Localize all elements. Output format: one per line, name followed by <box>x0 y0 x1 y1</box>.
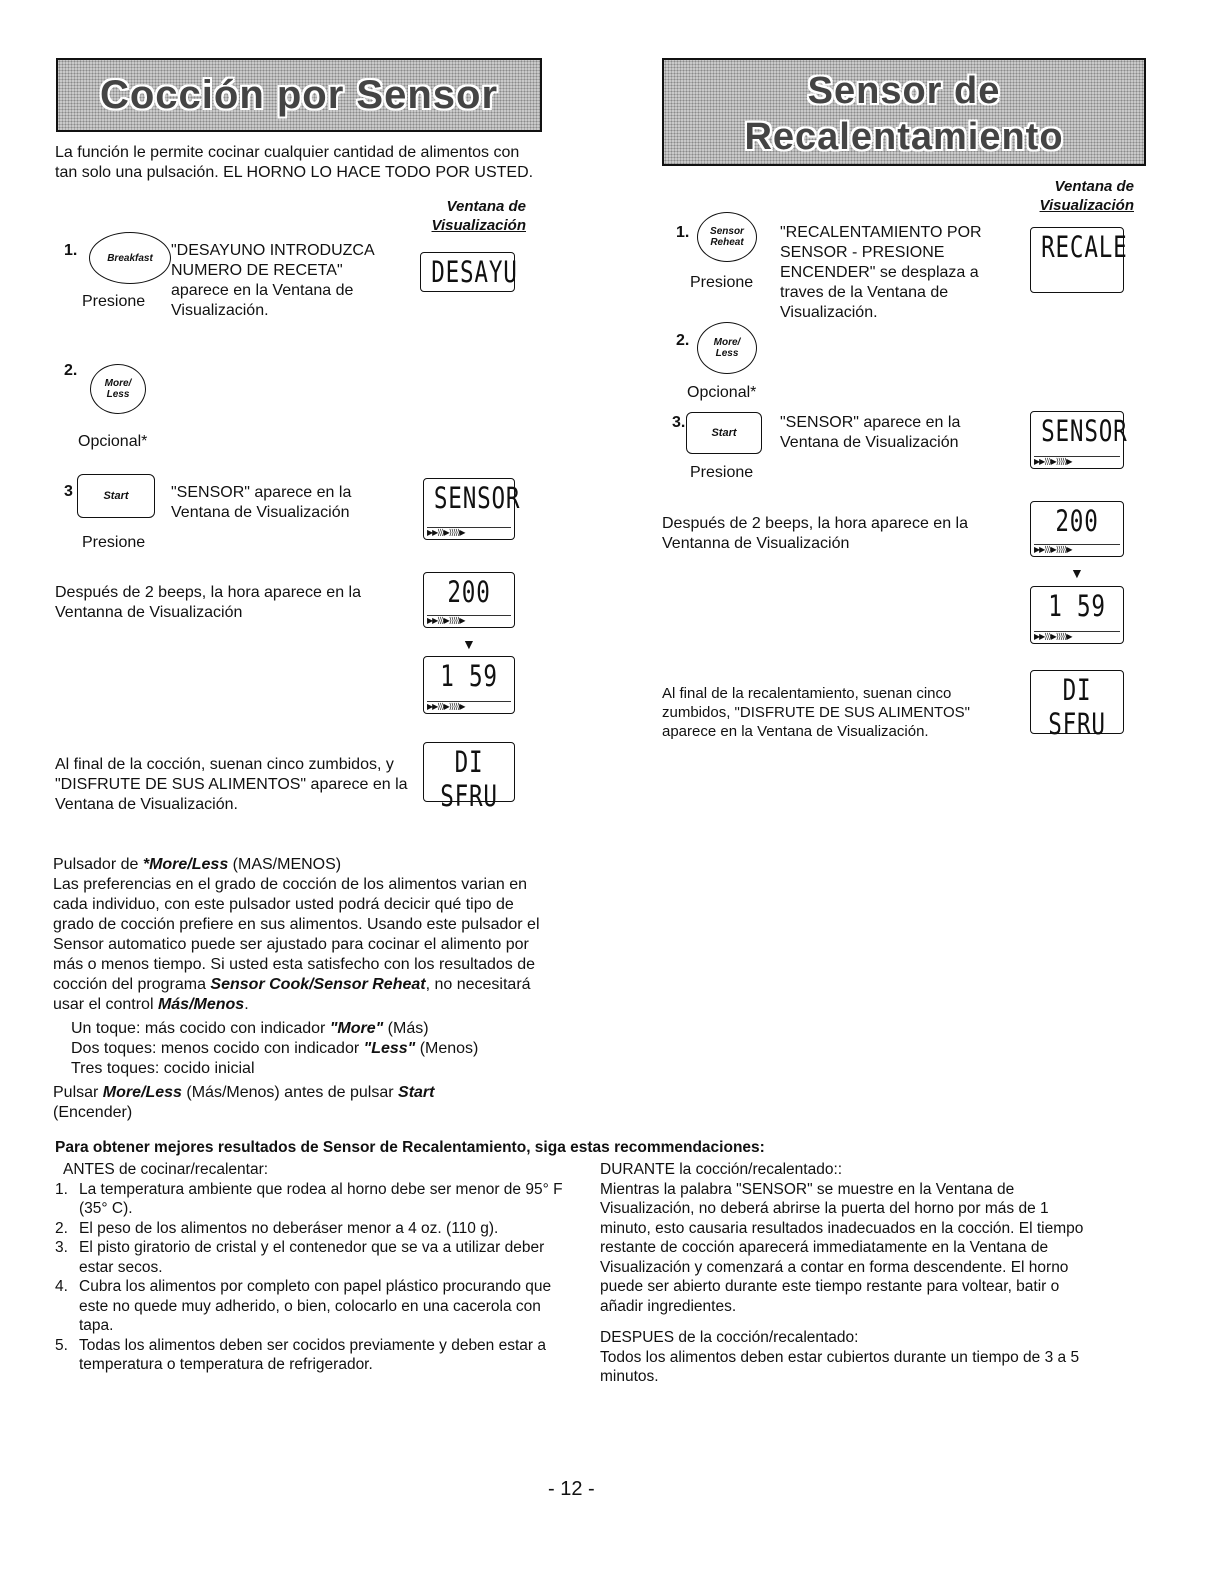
right-display-200: 200 ▶▶⟩⟩⟩▶⟩⟩⟩⟩⟩▶ <box>1030 501 1124 557</box>
more-less-press-note: Pulsar More/Less (Más/Menos) antes de pulsar Start (Encender) <box>53 1084 435 1121</box>
recommendations-heading: Para obtener mejores resultados de Sensor de Recalentamiento, siga estas recommendaciones: <box>55 1139 765 1156</box>
left-section-title <box>56 58 542 132</box>
right-display-disfru: DI SFRU <box>1030 670 1124 734</box>
left-display-sensor: SENSOR ▶▶⟩⟩⟩▶⟩⟩⟩⟩⟩▶ <box>423 478 515 540</box>
right-step1-text: "RECALENTAMIENTO POR SENSOR - PRESIONE ENCENDER" se desplaza a traves de la Ventana de Visualización. <box>780 224 982 321</box>
right-step3-number: 3. <box>672 414 686 431</box>
before-item: 3. El pisto giratorio de cristal y el contenedor que se va a utilizar deber estar secos. <box>55 1239 545 1276</box>
left-down-arrow-icon: ▼ <box>462 636 476 652</box>
left-display-disfru: DI SFRU <box>423 742 515 802</box>
right-section-title <box>662 58 1146 166</box>
page-number: - 12 - <box>548 1478 595 1500</box>
right-display-recale: RECALE <box>1030 227 1124 293</box>
left-step3-action: Presione <box>82 534 146 551</box>
more-less-section <box>53 855 543 1123</box>
right-step1-number: 1. <box>676 224 690 241</box>
left-more-less-button[interactable]: More/ Less <box>90 364 146 414</box>
during-title: DURANTE la cocción/recalentado:: <box>600 1161 843 1178</box>
right-title-line2: Recalentamiento <box>744 116 1064 158</box>
left-display-desayu: DESAYU <box>420 252 515 292</box>
right-more-less-button[interactable]: More/ Less <box>697 322 757 374</box>
before-item: 4. Cubra los alimentos por completo con papel plástico procurando que este no quede muy adherido, o bien, colocarlo en una cacerola con tapa. <box>55 1278 552 1334</box>
right-display-sensor: SENSOR ▶▶⟩⟩⟩▶⟩⟩⟩⟩⟩▶ <box>1030 411 1124 469</box>
more-less-heading: Pulsador de *More/Less (MAS/MENOS) <box>53 856 342 873</box>
right-display-header: Ventana de Visualización <box>1039 178 1134 214</box>
after-title: DESPUES de la cocción/recalentado: <box>600 1329 859 1346</box>
after-text: Todos los alimentos deben estar cubiertos durante un tiempo de 3 a 5 minutos. <box>600 1348 1080 1385</box>
during-text: Mientras la palabra "SENSOR" se muestre en la Ventana de Visualización, no deberá abrirse la puerta del horno por más de 1 minuto, esto causaria resultados inadecuados en la cocción. El tiempo restante de cocción aparecerá immediatamente en la Ventana de Visualización y comenzará a contar en forma descendente. El horno puede ser abierto durante este tiempo restante para voltear, batir o añadir ingredientes. <box>600 1180 1084 1315</box>
right-step2-number: 2. <box>676 332 690 349</box>
left-step1-number: 1. <box>64 242 78 259</box>
left-sensor-progress-bar: ▶▶⟩⟩⟩▶⟩⟩⟩⟩⟩▶ <box>427 527 511 537</box>
left-display-159: 1 59 ▶▶⟩⟩⟩▶⟩⟩⟩⟩⟩▶ <box>423 656 515 714</box>
before-section <box>55 1160 565 1375</box>
breakfast-button[interactable]: Breakfast <box>89 232 171 284</box>
touch-three: Tres toques: cocido inicial <box>71 1060 255 1077</box>
more-less-body: Las preferencias en el grado de cocción de los alimentos varian en cada individuo, con este pulsador usted podrá decicir qué tipo de grado de cocción prefiere en sus alimentos. Usando este pulsador el Sensor automatico puede ser ajustado para cocinar el alimento por más o menos tiempo. Si usted esta satisfecho con los resultados de cocción del programa Sensor Cook/Sensor Reheat, no necesitará usar el control Más/Menos. <box>53 876 540 1013</box>
left-step1-action: Presione <box>82 293 146 310</box>
left-intro: La función le permite cocinar cualquier cantidad de alimentos con tan solo una pulsación. EL HORNO LO HACE TODO POR USTED. <box>55 144 534 181</box>
sensor-reheat-button[interactable]: Sensor Reheat <box>697 212 757 262</box>
right-after-beeps-text: Después de 2 beeps, la hora aparece en la Ventanna de Visualización <box>662 515 968 552</box>
left-display-200: 200 ▶▶⟩⟩⟩▶⟩⟩⟩⟩⟩▶ <box>423 572 515 628</box>
touch-one: Un toque: más cocido con indicador "More" (Más) <box>71 1020 429 1037</box>
right-down-arrow-icon: ▼ <box>1070 565 1084 581</box>
right-step2-action: Opcional* <box>687 384 757 401</box>
right-end-text: Al final de la recalentamiento, suenan cinco zumbidos, "DISFRUTE DE SUS ALIMENTOS" aparece en la Ventana de Visualización. <box>662 685 970 740</box>
right-step3-action: Presione <box>690 464 754 481</box>
right-title-line1: Sensor de <box>807 70 1001 112</box>
right-display-159: 1 59 ▶▶⟩⟩⟩▶⟩⟩⟩⟩⟩▶ <box>1030 586 1124 644</box>
before-item: 1. La temperatura ambiente que rodea al horno debe ser menor de 95° F (35° C). <box>55 1180 563 1217</box>
right-step3-text: "SENSOR" aparece en la Ventana de Visualización <box>780 414 961 451</box>
left-after-beeps-text: Después de 2 beeps, la hora aparece en la Ventanna de Visualización <box>55 584 361 621</box>
left-step1-text: "DESAYUNO INTRODUZCA NUMERO DE RECETA" aparece en la Ventana de Visualización. <box>171 242 374 319</box>
left-step2-number: 2. <box>64 362 78 379</box>
left-step2-action: Opcional* <box>78 433 148 450</box>
before-item: 5. Todas los alimentos deben ser cocidos previamente y deben estar a temperatura o temperatura de refrigerador. <box>55 1336 546 1373</box>
right-step1-action: Presione <box>690 274 754 291</box>
left-title-text: Cocción por Sensor <box>99 73 499 117</box>
left-start-button[interactable]: Start <box>77 474 155 518</box>
during-section <box>600 1160 1095 1387</box>
before-item: 2. El peso de los alimentos no deberáser menor a 4 oz. (110 g). <box>55 1219 499 1237</box>
left-step3-number: 3 <box>64 483 73 500</box>
right-start-button[interactable]: Start <box>686 412 762 454</box>
left-display-header: Ventana de Visualización <box>431 198 526 234</box>
touch-two: Dos toques: menos cocido con indicador "Less" (Menos) <box>71 1040 479 1057</box>
before-title: ANTES de cocinar/recalentar: <box>63 1161 269 1178</box>
left-end-text: Al final de la cocción, suenan cinco zumbidos, y "DISFRUTE DE SUS ALIMENTOS" aparece en la Ventana de Visualización. <box>55 756 408 813</box>
left-step3-text: "SENSOR" aparece en la Ventana de Visualización <box>171 484 352 521</box>
more-less-touches <box>53 1019 543 1079</box>
right-sensor-progress-bar: ▶▶⟩⟩⟩▶⟩⟩⟩⟩⟩▶ <box>1034 456 1120 466</box>
